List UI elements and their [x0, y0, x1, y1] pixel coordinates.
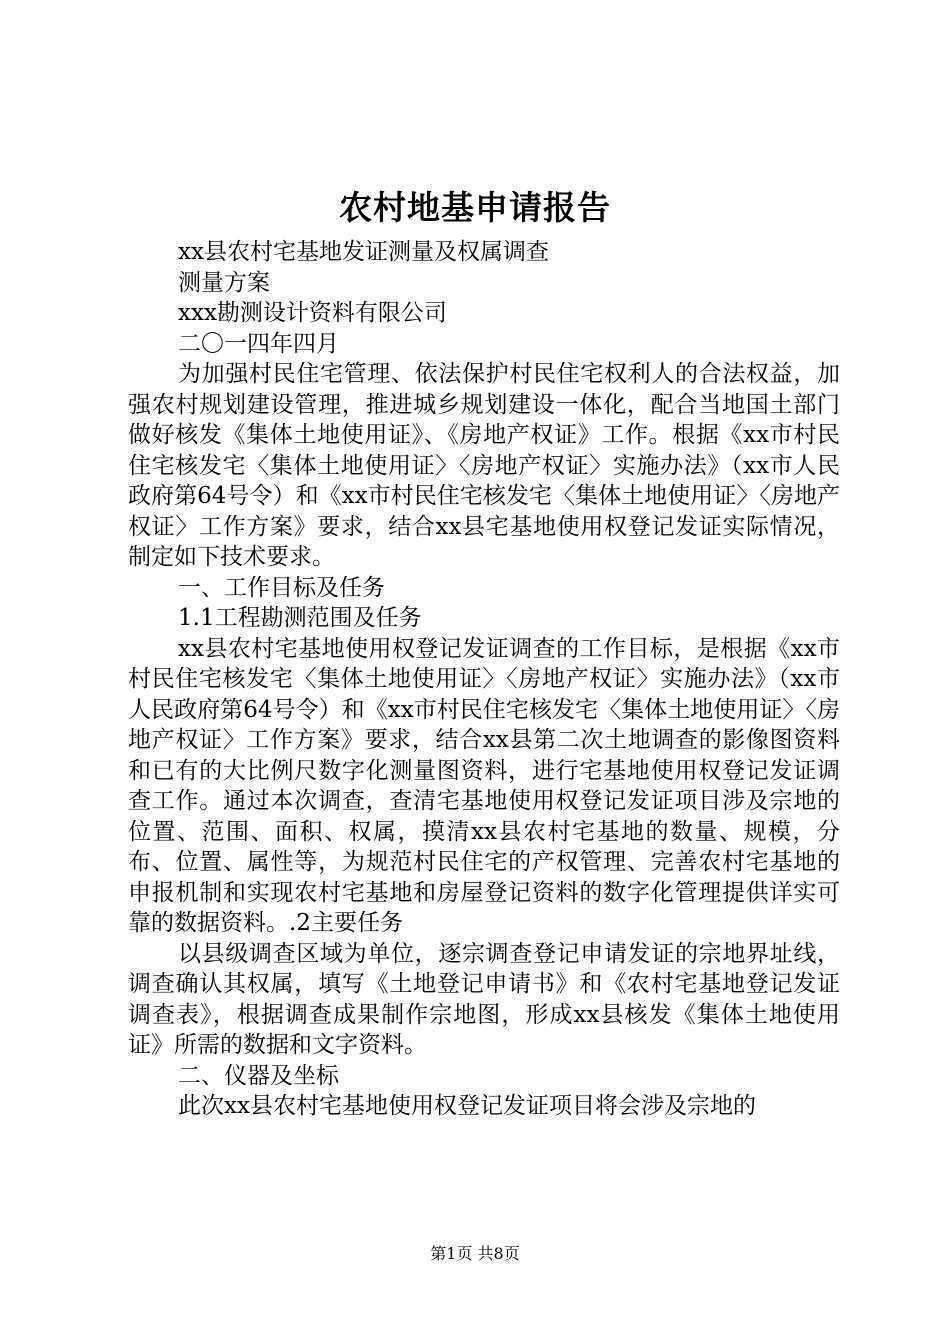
paragraph: 以县级调查区域为单位，逐宗调查登记申请发证的宗地界址线，调查确认其权属，填写《土地登记申请书》和《农村宅基地登记发证调查表》，根据调查成果制作宗地图，形成xx县核发《集体土地使用证》所需的数据和文字资料。	[128, 940, 840, 1058]
document-title: 农村地基申请报告	[339, 188, 611, 227]
paragraph: xx县农村宅基地发证测量及权属调查	[178, 239, 549, 265]
paragraph: 为加强村民住宅管理、依法保护村民住宅权利人的合法权益，加强农村规划建设管理，推进城乡规划建设一体化，配合当地国土部门做好核发《集体土地使用证》、《房地产权证》工作。根据《xx市村民住宅核发宅〈集体土地使用证〉〈房地产权证〉实施办法》（xx市人民政府第64号令）和《xx市村民住宅核发宅〈集体土地使用证〉〈房地产权证〉工作方案》要求，结合xx县宅基地使用权登记发证实际情况，制定如下技术要求。	[128, 361, 840, 570]
paragraph: xxx勘测设计资料有限公司	[178, 300, 447, 326]
document-body	[128, 237, 840, 1122]
paragraph: xx县农村宅基地使用权登记发证调查的工作目标，是根据《xx市村民住宅核发宅〈集体土地使用证〉〈房地产权证〉实施办法》（xx市人民政府第64号令）和《xx市村民住宅核发宅〈集体土地使用证〉〈房地产权证〉工作方案》要求，结合xx县第二次土地调查的影像图资料和已有的大比例尺数字化测量图资料，进行宅基地使用权登记发证调查工作。通过本次调查，查清宅基地使用权登记发证项目涉及宗地的位置、范围、面积、权属，摸清xx县农村宅基地的数量、规模，分布、位置、属性等，为规范村民住宅的产权管理、完善农村宅基地的申报机制和实现农村宅基地和房屋登记资料的数字化管理提供详实可靠的数据资料。.2主要任务	[128, 635, 840, 936]
paragraph: 此次xx县农村宅基地使用权登记发证项目将会涉及宗地的	[178, 1093, 756, 1119]
page-footer: 第1页 共8页	[430, 1244, 520, 1263]
paragraph: 二〇一四年四月	[178, 330, 339, 357]
section-heading: 二、仪器及坐标	[178, 1062, 339, 1089]
paragraph: 测量方案	[178, 269, 270, 296]
subsection-heading: 1.1工程勘测范围及任务	[178, 605, 422, 631]
section-heading: 一、工作目标及任务	[178, 574, 385, 601]
